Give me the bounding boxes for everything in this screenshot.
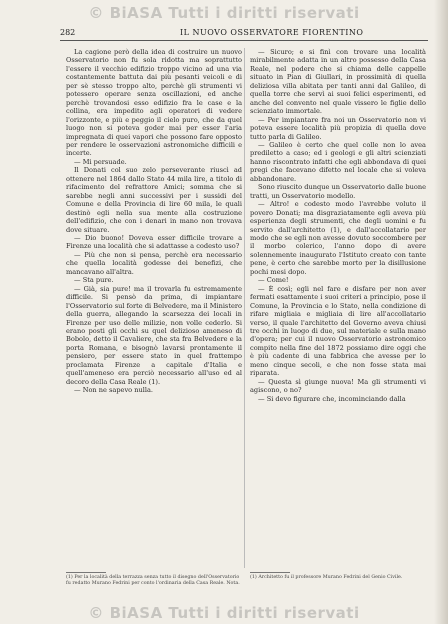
paragraph: Sono riuscito dunque un Osservatorio dalle buone tratti, un Osservatorio modello. (250, 183, 426, 200)
paragraph: — Non ne sapevo nulla. (74, 386, 153, 395)
footnote-rule (66, 572, 106, 573)
paragraph: — Altro! e codesto modo l'avrebbe voluto il povero Donati; ma disgraziatamente egli aveva più esperienza degli strumenti, che degli uomini e fu servito dall'architetto (1), e dall'accollatario per modo che se egli non avesse dovuto soccombere per il morbo colerico, l'anno dopo di avere solennemente inaugurato l'Istituto creato con tante pene, è certo che sarebbe morto per la disillusione pochi mesi dopo. (250, 200, 426, 276)
page-number: 282 (60, 28, 76, 37)
paragraph: — Già, sia pure! ma il trovarla fu estremamente difficile. Si pensò da prima, di impiantare l'Osservatorio sul forte di Belvedere, ma il Ministero della guerra, allegando la scarsezza dei locali in Firenze per uso delle milizie, non volle cederlo. Si erano posti gli occhi su quel delizioso ameneso di Bobolo, detto il Cavaliere, che sta fra Belvedere e la porta Romana, e bisognò lavarsi prontamente il pensiero, per essere stato in quel frattempo proclamata Firenze a capitale d'Italia e quell'ameneso era perciò necessario all'uso ed al decoro della Casa Reale (1). (66, 284, 242, 386)
footnote-rule (250, 572, 290, 573)
paragraph: — Sta pure. (74, 276, 114, 285)
paragraph: — Galileo è certo che quel colle non lo avea prediletto a caso; ed i geologi e gli altri scienziati hanno riscontrato infatti che egli abbondava di quei pregi che facevano difetto nel locale che si voleva abbandonare. (250, 140, 426, 183)
paragraph: — Sicuro; e si finì con trovare una località mirabilmente adatta in un altro possesso della Casa Reale, nel podere che si chiama delle cappelle situato in Pian di Giullari, in prossimità di quella deliziosa villa abitata per tanti anni dal Galileo, di quella torre che servì ai suoi felici esperimenti, ed anche del convento nel quale vissero le figlie dello scienziato immortale. (250, 48, 426, 116)
paragraph: — Dio buono! Doveva esser difficile trovare a Firenze una località che si adattasse a codesto uso? (66, 233, 242, 251)
paragraph: — Questa sì giunge nuova! Ma gli strumenti vi agiscono, o no? (250, 377, 426, 395)
paragraph: — Mi persuade. (74, 157, 127, 166)
footnote-left: (1) Per la località della terrazza senza tutto il disegno dell'Osservatorio fu redatto Murano Fedrini per conto l'ordinaria della Casa Reale. Nota. (66, 575, 240, 586)
page-header (60, 26, 428, 41)
column-divider (244, 48, 245, 568)
paragraph: La cagione però della idea di costruire un nuovo Osservatorio non fu sola ridotta ma soprattutto l'essere il vecchio edifizio troppo vicino ad una via costantemente battuta dai più pesanti veicoli e di per sè stesso troppo alto, perchè gli strumenti vi potessero operare senza oscillazioni, ed anche perchè trovandosi esso edifizio fra le case e la collina, era impedito agli operatori di vedere l'orizzonte, e più e peggio il cielo puro, che da quel luogo non si poteva goder mai per esser l'aria impregnata di quei vapori che possono fare opposto per rendere le osservazioni astronomiche difficili e incerte. (66, 48, 242, 158)
page-edge-shadow (434, 0, 448, 624)
paragraph: — Si devo figurare che, incominciando dalla (258, 394, 406, 403)
left-column (66, 48, 242, 395)
paragraph: — Come! (258, 276, 289, 285)
footnote-right: (1) Architetto fu il professore Murano Fedrini del Genio Civile. (250, 575, 403, 580)
paragraph: Il Donati col suo zelo perseverante riuscì ad ottenere nel 1864 dallo Stato 44 mila lire, a titolo di rifacimento del refrattore Amici; somma che si sarebbe negli anni successivi per i sussidi del Comune e della Provincia di lire 60 mila, le quali destinò egli nella sua mente alla costruzione dell'edifizio, che con i denari in mano non trovava dove situare. (66, 166, 242, 234)
running-title: IL NUOVO OSSERVATORE FIORENTINO (180, 28, 364, 37)
watermark-bottom: © BiASA Tutti i diritti riservati (88, 604, 360, 622)
right-column (250, 48, 426, 403)
paragraph: — È così; egli nel fare e disfare per non aver fermati esattamente i suoi criteri a principio, pose il Comune, la Provincia e lo Stato, nella condizione di rifare migliaia e migliaia di lire all'accollatario verso, il quale l'architetto del Governo aveva chiusi tre occhi in luogo di due, sul materiale e sulla mano d'opera; per cui il nuovo Osservatorio astronomico compito nella fine del 1872 possiamo dire oggi che è più cadente di una fabbrica che avesse per lo meno cinque secoli, e che non fosse stata mai riparata. (250, 284, 426, 378)
watermark-top: © BiASA Tutti i diritti riservati (88, 4, 360, 22)
paragraph: — Più che non si pensa, perchè era necessario che quella località godesse dei benefizi, che mancavano all'altra. (66, 250, 242, 276)
paragraph: — Per impiantare fra noi un Osservatorio non vi poteva essere località più propizia di quella dove tutto parla di Galileo. (250, 115, 426, 141)
